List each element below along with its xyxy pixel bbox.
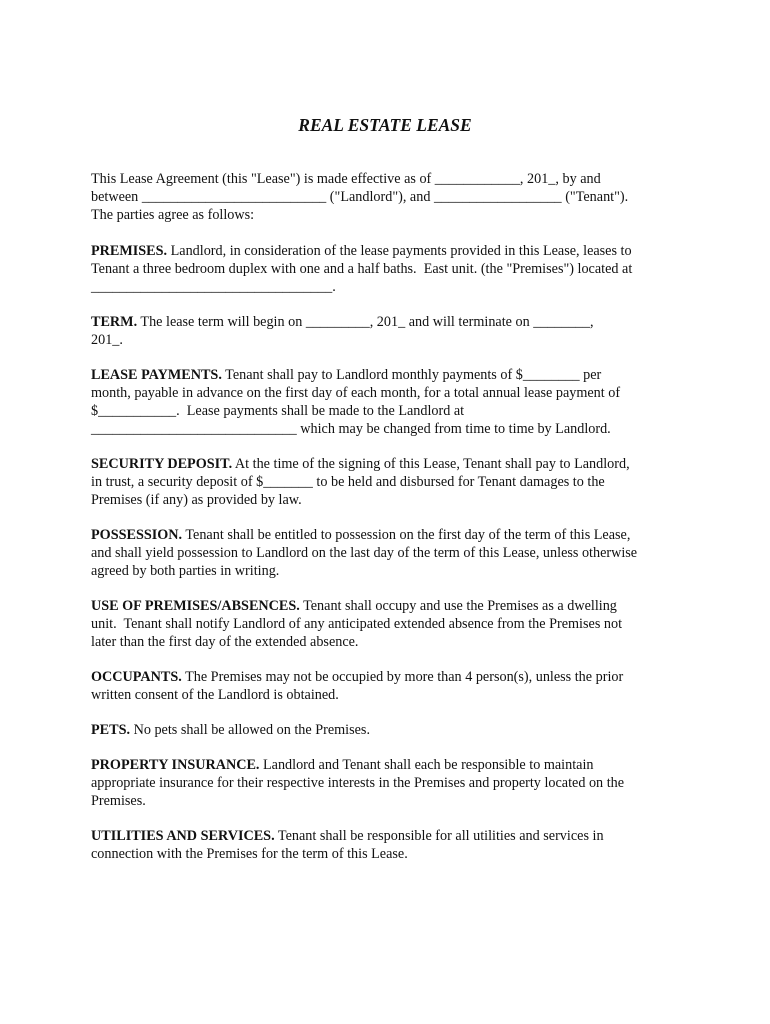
document-title: REAL ESTATE LEASE (298, 115, 472, 135)
section-pets (91, 721, 681, 739)
section-line (91, 827, 681, 845)
section-heading: POSSESSION. (91, 527, 183, 543)
section-heading: SECURITY DEPOSIT. (91, 456, 233, 472)
section-line: unit. Tenant shall notify Landlord of any anticipated extended absence from the Premises not (91, 616, 623, 632)
section-premises (91, 242, 681, 296)
section-heading: PROPERTY INSURANCE. (91, 757, 260, 773)
document-body (91, 170, 681, 880)
section-line (91, 597, 681, 615)
section-line: month, payable in advance on the first day of each month, for a total annual lease payment of (91, 385, 621, 401)
section-line: _____________________________ which may be changed from time to time by Landlord. (91, 421, 611, 437)
section-line: appropriate insurance for their respective interests in the Premises and property located on the (91, 775, 625, 791)
section-use-of-premises (91, 597, 681, 651)
section-heading: TERM. (91, 314, 138, 330)
section-line: and shall yield possession to Landlord on the last day of the term of this Lease, unless otherwise (91, 545, 638, 561)
intro-line: between __________________________ ("Landlord"), and __________________ ("Tenant"). (91, 189, 629, 205)
intro-line: The parties agree as follows: (91, 207, 255, 223)
intro-paragraph (91, 170, 681, 224)
section-line: $___________. Lease payments shall be made to the Landlord at (91, 403, 465, 419)
section-text: Tenant shall be entitled to possession on the first day of the term of this Lease, (182, 527, 631, 543)
section-line: in trust, a security deposit of $_______ to be held and disbursed for Tenant damages to the (91, 474, 605, 490)
section-term (91, 313, 681, 349)
section-text: Landlord and Tenant shall each be responsible to maintain (259, 757, 594, 773)
section-text: Tenant shall occupy and use the Premises as a dwelling (299, 598, 617, 614)
section-line: later than the first day of the extended absence. (91, 634, 359, 650)
section-utilities-and-services (91, 827, 681, 863)
section-text: Tenant shall be responsible for all utilities and services in (274, 828, 604, 844)
section-text: Landlord, in consideration of the lease payments provided in this Lease, leases to (167, 243, 632, 259)
section-heading: LEASE PAYMENTS. (91, 367, 222, 383)
section-line (91, 313, 681, 331)
section-occupants (91, 668, 681, 704)
section-line (91, 455, 681, 473)
section-text: At the time of the signing of this Lease, Tenant shall pay to Landlord, (232, 456, 630, 472)
section-text: The Premises may not be occupied by more than 4 person(s), unless the prior (181, 669, 624, 685)
section-line: agreed by both parties in writing. (91, 563, 280, 579)
section-possession (91, 526, 681, 580)
section-line: written consent of the Landlord is obtained. (91, 687, 339, 703)
section-line: 201_. (91, 332, 123, 348)
section-line (91, 242, 681, 260)
section-text: The lease term will begin on _________, 201_ and will terminate on ________, (137, 314, 594, 330)
section-line: connection with the Premises for the term of this Lease. (91, 846, 408, 862)
section-text: Tenant shall pay to Landlord monthly payments of $________ per (221, 367, 602, 383)
section-line (91, 721, 681, 739)
intro-line: This Lease Agreement (this "Lease") is made effective as of ____________, 201_, by and (91, 171, 601, 187)
section-heading: UTILITIES AND SERVICES. (91, 828, 275, 844)
section-line: __________________________________. (91, 279, 336, 295)
section-line (91, 526, 681, 544)
section-heading: USE OF PREMISES/ABSENCES. (91, 598, 300, 614)
section-line: Premises (if any) as provided by law. (91, 492, 302, 508)
section-line (91, 668, 681, 686)
section-property-insurance (91, 756, 681, 810)
section-heading: PREMISES. (91, 243, 168, 259)
section-line (91, 366, 681, 384)
section-lease-payments (91, 366, 681, 438)
section-security-deposit (91, 455, 681, 509)
section-text: No pets shall be allowed on the Premises. (130, 722, 370, 738)
section-line: Premises. (91, 793, 146, 809)
section-line: Tenant a three bedroom duplex with one and a half baths. East unit. (the "Premises") located at (91, 261, 633, 277)
section-heading: PETS. (91, 722, 131, 738)
section-heading: OCCUPANTS. (91, 669, 182, 685)
section-line (91, 756, 681, 774)
